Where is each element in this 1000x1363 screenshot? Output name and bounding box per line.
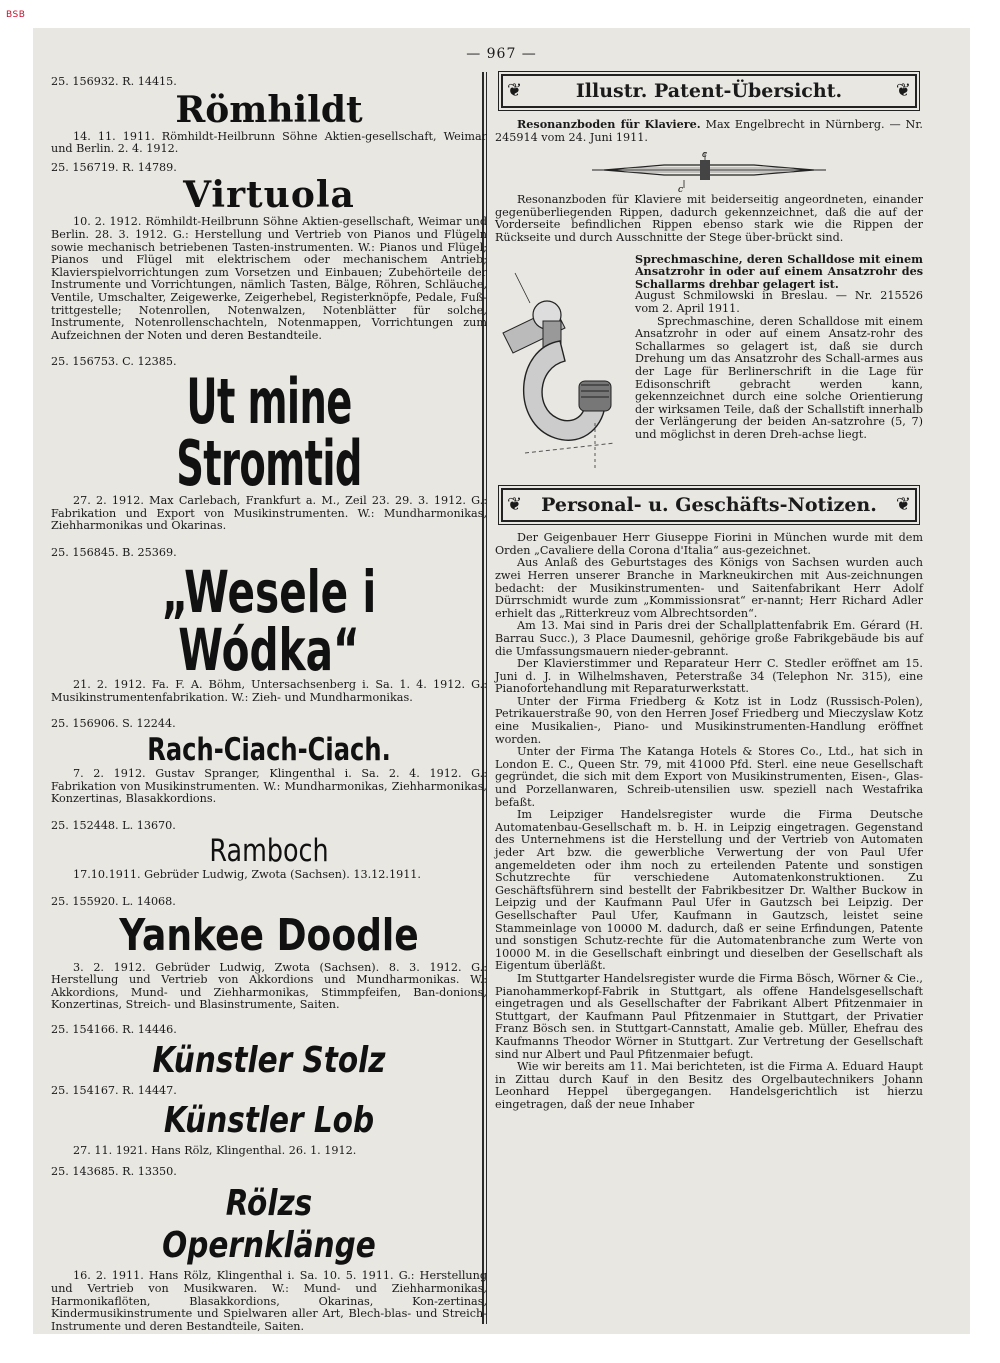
news-column [495, 70, 923, 1111]
news-paragraph: Am 13. Mai sind in Paris drei der Schallplattenfabrik Em. Gérard (H. Barrau Succ.), 3 Place Daumesnil, gehörige große Fabrikgebäude bis auf die Umfassungsmauern nieder-gebrannt. [495, 619, 923, 658]
patent-entry-with-figure [495, 253, 923, 477]
ornament-icon: ❦ [895, 79, 911, 101]
entry-text: 17.10.1911. Gebrüder Ludwig, Zwota (Sachsen). 13.12.1911. [73, 868, 421, 882]
page [33, 28, 970, 1334]
patent-intro: Max Engelbrecht in Nürnberg. — Nr. 245914 vom 24. Juni 1911. [495, 118, 923, 144]
entry-header: 25. 156906. S. 12244. [51, 717, 176, 731]
trademark-entry [51, 718, 487, 805]
entry-header: 25. 156719. R. 14789. [51, 160, 177, 174]
patent-intro: August Schmilowski in Breslau. — Nr. 215526 vom 2. April 1911. [635, 289, 923, 315]
entry-text: 16. 2. 1911. Hans Rölz, Klingenthal i. Sa. 10. 5. 1911. G.: Herstellung und Vertrieb von Musikwaren. W.: Mund- und Ziehharmonikas, Harmonikaflöten, Blasakkordions, Okarinas, Kon-zertinas, Kindermusikinstrumente und Spielwaren aller Art, Blech-blas- und Streich-Instrumente und deren Bestandteile, Saiten. [51, 1269, 487, 1333]
trademark-word: Ut mine Stromtid [176, 364, 362, 500]
trademark-entry [51, 162, 487, 343]
personal-section-heading [501, 488, 917, 522]
trademark-entry [51, 1024, 487, 1079]
trademark-word: Virtuola [183, 174, 355, 217]
trademark-entry [51, 76, 487, 156]
ornament-icon: ❦ [895, 493, 911, 515]
entry-header: 25. 155920. L. 14068. [51, 895, 176, 909]
patent-title: Sprechmaschine, deren Schalldose mit einem Ansatzrohr in oder auf einem Ansatzrohr des Schallarms drehbar gelagert ist. [635, 251, 923, 291]
trademark-entry [51, 896, 487, 1012]
figure-label: c [678, 185, 684, 193]
trademark-column [51, 70, 487, 1333]
trademark-entry [51, 1085, 487, 1158]
entry-text: 21. 2. 1912. Fa. F. A. Böhm, Untersachsenberg i. Sa. 1. 4. 1912. G.: Musikinstrumentenfabrikation. W.: Zieh- und Mundharmonikas. [51, 678, 487, 704]
entry-header: 25. 154166. R. 14446. [51, 1023, 177, 1036]
trademark-word: Künstler Lob [163, 1100, 375, 1142]
figure-label: c [702, 150, 708, 161]
news-paragraph: Der Geigenbauer Herr Giuseppe Fiorini in München wurde mit dem Orden „Cavaliere della Corona d'Italia“ aus-gezeichnet. [495, 531, 923, 557]
trademark-word: Yankee Doodle [119, 909, 419, 961]
news-paragraph: Wie wir bereits am 11. Mai berichteten, ist die Firma A. Eduard Haupt in Zittau durch Kauf in den Besitz des Orgelbautechnikers Johann Leonhard Heppel übergegangen. Handelsgerichtlich ist hierzu eingetragen, daß der neue Inhaber [495, 1060, 923, 1111]
entry-text: 27. 2. 1912. Max Carlebach, Frankfurt a. M., Zeil 23. 29. 3. 1912. G.: Fabrikation und Export von Musikinstrumenten. W.: Mundharmonikas, Ziehharmonikas und Okarinas. [51, 493, 487, 533]
news-paragraph: Im Leipziger Handelsregister wurde die Firma Deutsche Automatenbau-Gesellschaft m. b. H. in Leipzig eingetragen. Gegenstand des Unternehmens ist die Herstellung und der Vertrieb von Automaten jeder Art bzw. die gewerbliche Verwertung der von Paul Ufer angemeldeten oder ihm noch zu erteilenden Patente und sonstigen Schutzrechte für verschiedene Automatenkonstruktionen. Zu Geschäftsführern sind bestellt der Fabrikbesitzer Dr. Walther Buckow in Leipzig und der Kaufmann Paul Ufer in Gautzsch bei Leipzig. Der Gesellschafter Paul Ufer, Kaufmann in Gautzsch, leistet seine Stammeinlage von 10000 M. dadurch, daß er seine Erfindungen, Patente und sonstigen Schutz-rechte für die Automatenbranche zum Werte von 10000 M. in die Gesellschaft einbringt und dieselben der Gesellschaft als Eigentum überläßt. [495, 808, 923, 973]
entry-header: 25. 156845. B. 25369. [51, 545, 177, 559]
patent-title: Resonanzboden für Klaviere. [517, 117, 701, 131]
page-number: — 967 — [466, 46, 537, 62]
news-paragraph: Aus Anlaß des Geburtstages des Königs von Sachsen wurden auch zwei Herren unserer Branche in Markneukirchen mit Aus-zeichnungen bedacht: der Musikinstrumenten- und Saitenfabrikant Herr Adolf Dürrschmidt wurde zum „Kommissionsrat“ er-nannt; Herr Richard Adler erhielt das „Ritterkreuz vom Albrechtsorden“. [495, 556, 923, 620]
trademark-word: „Wesele i Wódka“ [161, 558, 377, 685]
news-paragraph: Der Klavierstimmer und Reparateur Herr C. Stedler eröffnet am 15. Juni d. J. in Wilhelmshaven, Peterstraße 34 (Telephon Nr. 315), eine Pianofortehandlung mit Reparaturwerkstatt. [495, 657, 923, 696]
news-paragraph: Unter der Firma The Katanga Hotels & Stores Co., Ltd., hat sich in London E. C., Queen Str. 79, mit 41000 Pfd. Sterl. eine neue Gesellschaft gegründet, die sich mit dem Export von Musikinstrumenten, Eisen-, Glas- und Porzellanwaren, Schreib-utensilien usw. speziell nach Westafrika befaßt. [495, 745, 923, 809]
entry-header: 25. 154167. R. 14447. [51, 1083, 177, 1097]
trademark-entry [51, 820, 487, 882]
entry-text: 10. 2. 1912. Römhildt-Heilbrunn Söhne Aktien-gesellschaft, Weimar und Berlin. 28. 3. 1912. G.: Herstellung und Vertrieb von Pianos und Flügeln sowie mechanisch betriebenen Tasten-instrumenten. W.: Pianos und Flügel; Pianos und Flügel mit elektrischem oder mechanischem Antrieb; Klavierspielvorrichtungen zum Vorsetzen und Einbauen; Zubehörteile der Instrumente und Vorrichtungen, nämlich Tasten, Bälge, Röhren, Schläuche, Ventile, Umschalter, Zeigewerke, Zeigerhebel, Registerknöpfe, Pedale, Fuß-trittgestelle; Notenrollen, Notenwalzen, Notenblätter für solche, Instrumente, Notenrollenschachteln, Notenmappen, Vorrichtungen zum Aufzeichnen der Noten und deren Bestandteile. [51, 215, 487, 342]
trademark-word: Opernklänge [162, 1225, 376, 1267]
trademark-word: Rölzs [225, 1183, 313, 1225]
entry-header: 25. 156932. R. 14415. [51, 75, 177, 88]
soundboard-figure [584, 148, 834, 192]
trademark-entry [51, 547, 487, 705]
entry-text: 27. 11. 1921. Hans Rölz, Klingenthal. 26. 1. 1912. [73, 1144, 357, 1158]
trademark-word: Künstler Stolz [152, 1039, 386, 1081]
patent-text-block [635, 253, 923, 477]
entry-text: 14. 11. 1911. Römhildt-Heilbrunn Söhne Aktien-gesellschaft, Weimar und Berlin. 2. 4. 1912. [51, 129, 487, 156]
entry-header: 25. 152448. L. 13670. [51, 818, 176, 832]
entry-header: 25. 143685. R. 13350. [51, 1164, 177, 1178]
trademark-word: Rach-Ciach-Ciach. [147, 732, 391, 769]
ornament-icon: ❦ [507, 79, 523, 101]
patent-section-heading [501, 74, 917, 108]
gramophone-arm-figure [495, 253, 630, 473]
trademark-entry [51, 1166, 487, 1334]
trademark-word: Römhildt [175, 88, 363, 131]
trademark-entry [51, 356, 487, 532]
ornament-icon: ❦ [507, 493, 523, 515]
section-title: Illustr. Patent-Übersicht. [575, 79, 843, 102]
library-stamp: BSB [6, 10, 26, 20]
section-title: Personal- u. Geschäfts-Notizen. [541, 493, 877, 516]
patent-text: Resonanzboden für Klaviere mit beiderseitig angeordneten, einander gegenüberliegenden Rippen, dadurch gekennzeichnet, daß die auf der Vorderseite befindlichen Rippen ebenso stark wie die Rippen der Rückseite und durch Ausschnitte der Stege über-brückt sind. [495, 193, 923, 244]
patent-entry [495, 118, 923, 144]
patent-text: Sprechmaschine, deren Schalldose mit einem Ansatzrohr in oder auf einem Ansatz-rohr des Schallarmes so gelagert ist, daß sie durch Drehung um das Ansatzrohr des Schall-armes aus der Lage für Berlinerschrift in die Lage für Edisonschrift gebracht werden kann, gekennzeichnet durch eine solche Orientierung der wirksamen Teile, daß der Schallstift innerhalb der Verlängerung der beiden An-satzrohre (5, 7) und möglichst in deren Dreh-achse liegt. [635, 314, 923, 441]
entry-text: 7. 2. 1912. Gustav Spranger, Klingenthal i. Sa. 2. 4. 1912. G.: Fabrikation von Musikinstrumenten. W.: Mundharmonikas, Ziehharmonikas, Konzertinas, Blasakkordions. [51, 767, 487, 806]
entry-header: 25. 156753. C. 12385. [51, 355, 177, 369]
trademark-word: Ramboch [209, 833, 329, 870]
figure-column [495, 253, 635, 477]
news-paragraph: Unter der Firma Friedberg & Kotz ist in Lodz (Russisch-Polen), Petrikauerstraße 90, von den Herren Josef Friedberg und Mieczyslaw Kotz eine Musikalien-, Piano- und Musikinstrumenten-Handlung eröffnet worden. [495, 694, 923, 746]
news-paragraph: Im Stuttgarter Handelsregister wurde die Firma Bösch, Wörner & Cie., Pianohammerkopf-Fabrik in Stuttgart, als offene Handelsgesellschaft eingetragen und als Gesellschafter der Fabrikant Albert Pfitzenmaier in Stuttgart, der Kaufmann Paul Pfitzenmaier in Stuttgart, der Privatier Franz Bösch sen. in Stuttgart-Cannstatt, Amalie geb. Müller, Ehefrau des Kaufmanns Theodor Wörner in Stuttgart. Zur Vertretung der Gesellschaft sind nur Albert und Paul Pfitzenmaier befugt. [495, 971, 923, 1061]
entry-text: 3. 2. 1912. Gebrüder Ludwig, Zwota (Sachsen). 8. 3. 1912. G.: Herstellung und Vertrieb von Akkordions und Mundharmonikas. W.: Akkordions, Mund- und Ziehharmonikas, Stimmpfeifen, Ban-donions, Konzertinas, Streich- und Blasinstrumente, Saiten. [51, 960, 487, 1012]
